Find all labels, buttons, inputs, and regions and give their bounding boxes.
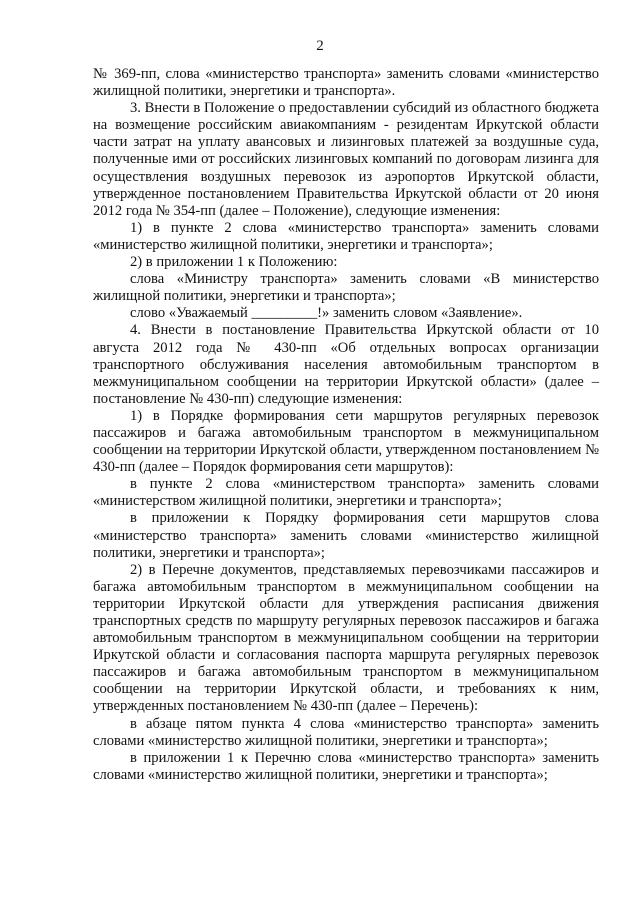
paragraph: в пункте 2 слова «министерством транспорта» заменить словами «министерством жилищной политики, энергетики и транспорта»; [93,476,599,510]
paragraph: 1) в пункте 2 слова «министерство транспорта» заменить словами «министерство жилищной политики, энергетики и транспорта»; [93,219,599,253]
paragraph: слова «Министру транспорта» заменить словами «В министерство жилищной политики, энергетики и транспорта»; [93,271,599,305]
paragraph: 2) в приложении 1 к Положению: [130,254,338,271]
paragraph: № 369-пп, слова «министерство транспорта» заменить словами «министерство жилищной политики, энергетики и транспорта». [93,66,599,100]
paragraph: в абзаце пятом пункта 4 слова «министерство транспорта» заменить словами «министерство жилищной политики, энергетики и транспорта»; [93,715,599,749]
paragraph: 2) в Перечне документов, представляемых перевозчиками пассажиров и багажа автомобильным транспортом в межмуниципальном сообщении на территории Иркутской области для утверждения расписания движения транспортных средств по маршруту регулярных перевозок пассажиров и багажа автомобильным транспортом в межмуниципальном сообщении на территории Иркутской области и согласования паспорта маршрута регулярных перевозок пассажиров и багажа автомобильным транспортом в межмуниципальном сообщении на территории Иркутской области, и требованиях к ним, утвержденных постановлением № 430-пп (далее – Перечень): [93,561,599,715]
paragraph: в приложении к Порядку формирования сети маршрутов слова «министерство транспорта» заменить словами «министерство жилищной политики, энергетики и транспорта»; [93,510,599,561]
paragraph: 3. Внести в Положение о предоставлении субсидий из областного бюджета на возмещение российским авиакомпаниям - резидентам Иркутской области части затрат на уплату авансовых и лизинговых платежей за воздушные суда, полученные ими от российских лизинговых компаний по договорам лизинга для осуществления воздушных перевозок из аэропортов Иркутской области, утвержденное постановлением Правительства Иркутской области от 20 июня 2012 года № 354-пп (далее – Положение), следующие изменения: [93,100,599,219]
document-body [93,66,599,784]
paragraph: в приложении 1 к Перечню слова «министерство транспорта» заменить словами «министерство жилищной политики, энергетики и транспорта»; [93,749,599,783]
paragraph: слово «Уважаемый _________!» заменить словом «Заявление». [130,305,523,322]
page-number: 2 [316,38,324,54]
paragraph: 1) в Порядке формирования сети маршрутов регулярных перевозок пассажиров и багажа автомобильным транспортом в межмуниципальном сообщении на территории Иркутской области, утвержденном постановлением № 430-пп (далее – Порядок формирования сети маршрутов): [93,407,599,476]
paragraph: 4. Внести в постановление Правительства Иркутской области от 10 августа 2012 года № 430-пп «Об отдельных вопросах организации транспортного обслуживания населения автомобильным транспортом в межмуниципальном сообщении на территории Иркутской области» (далее – постановление № 430-пп) следующие изменения: [93,322,599,407]
